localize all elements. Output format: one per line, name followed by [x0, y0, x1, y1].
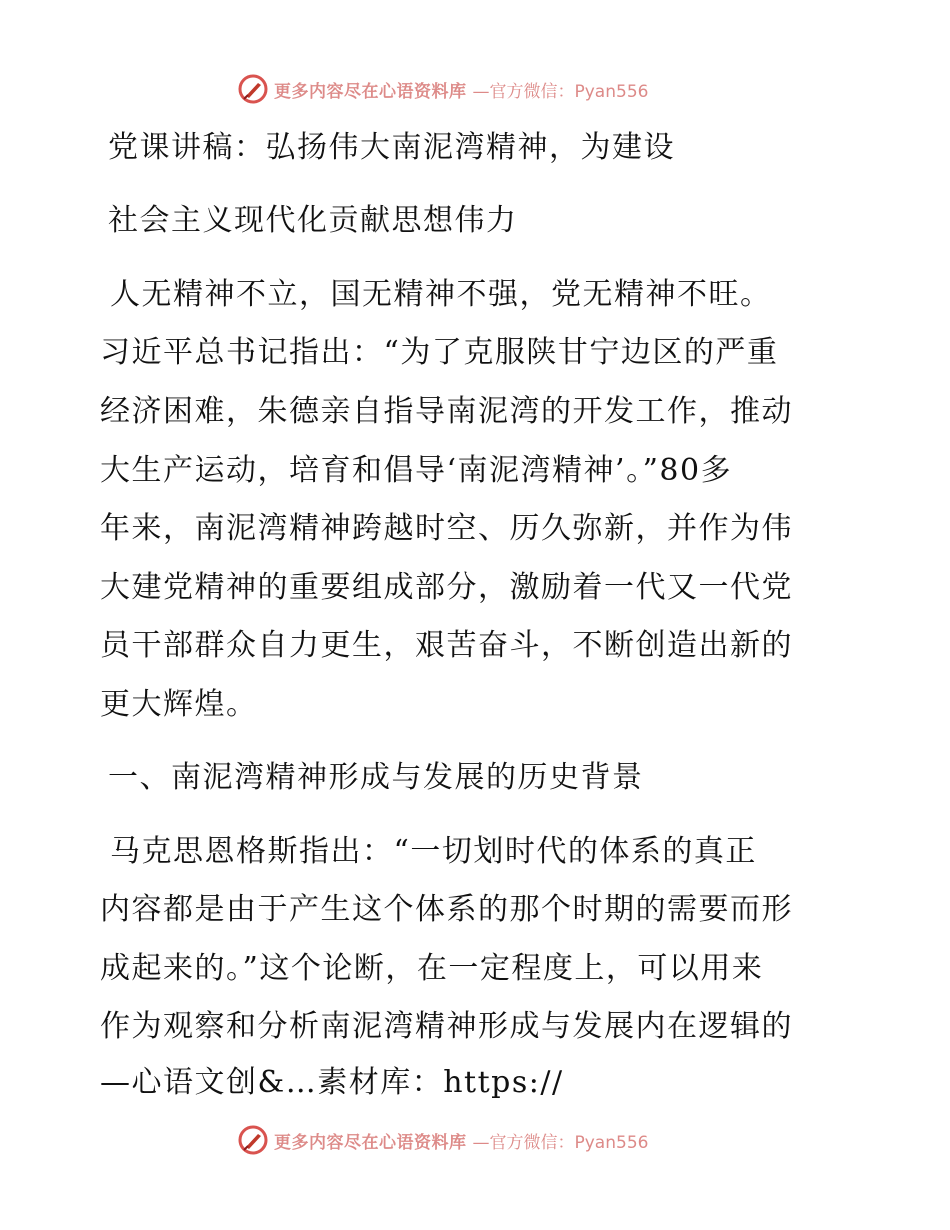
paragraph-2-line-5: —心语文创&…素材库：https://: [100, 1065, 564, 1100]
paragraph-1-line-1: 人无精神不立，国无精神不强，党无精神不旺。: [110, 277, 772, 312]
paragraph-1-line-6: 大建党精神的重要组成部分，激励着一代又一代党: [100, 570, 793, 605]
paragraph-1-line-2: 习近平总书记指出：“为了克服陕甘宁边区的严重: [100, 335, 779, 370]
watermark-wechat-text: —官方微信：Pyan556: [472, 81, 649, 102]
footer-watermark-banner: [238, 1125, 648, 1155]
watermark-main-text: 更多内容尽在心语资料库: [274, 81, 467, 102]
paragraph-1-line-5: 年来，南泥湾精神跨越时空、历久弥新，并作为伟: [100, 511, 793, 546]
paragraph-2-line-2: 内容都是由于产生这个体系的那个时期的需要而形: [100, 892, 793, 927]
paragraph-2-line-1: 马克思恩格斯指出：“一切划时代的体系的真正: [110, 834, 757, 869]
section-1-heading: 一、南泥湾精神形成与发展的历史背景: [108, 760, 644, 795]
document-title-line-1: 党课讲稿：弘扬伟大南泥湾精神，为建设: [108, 130, 675, 165]
document-title-line-2: 社会主义现代化贡献思想伟力: [108, 203, 518, 238]
header-watermark-banner: [238, 74, 648, 104]
paragraph-2-line-4: 作为观察和分析南泥湾精神形成与发展内在逻辑的: [100, 1009, 793, 1044]
paragraph-1-line-4: 大生产运动，培育和倡导‘南泥湾精神’。”80多: [100, 453, 733, 488]
watermark-main-text: 更多内容尽在心语资料库: [274, 1132, 467, 1153]
paragraph-1-line-7: 员干部群众自力更生，艰苦奋斗，不断创造出新的: [100, 628, 793, 663]
paragraph-1-line-8: 更大辉煌。: [100, 687, 258, 722]
paragraph-2-line-3: 成起来的。”这个论断，在一定程度上，可以用来: [100, 951, 764, 986]
quill-pen-icon: [238, 1125, 268, 1155]
watermark-wechat-text: —官方微信：Pyan556: [472, 1132, 649, 1153]
paragraph-1-line-3: 经济困难，朱德亲自指导南泥湾的开发工作，推动: [100, 394, 793, 429]
quill-pen-icon: [238, 74, 268, 104]
